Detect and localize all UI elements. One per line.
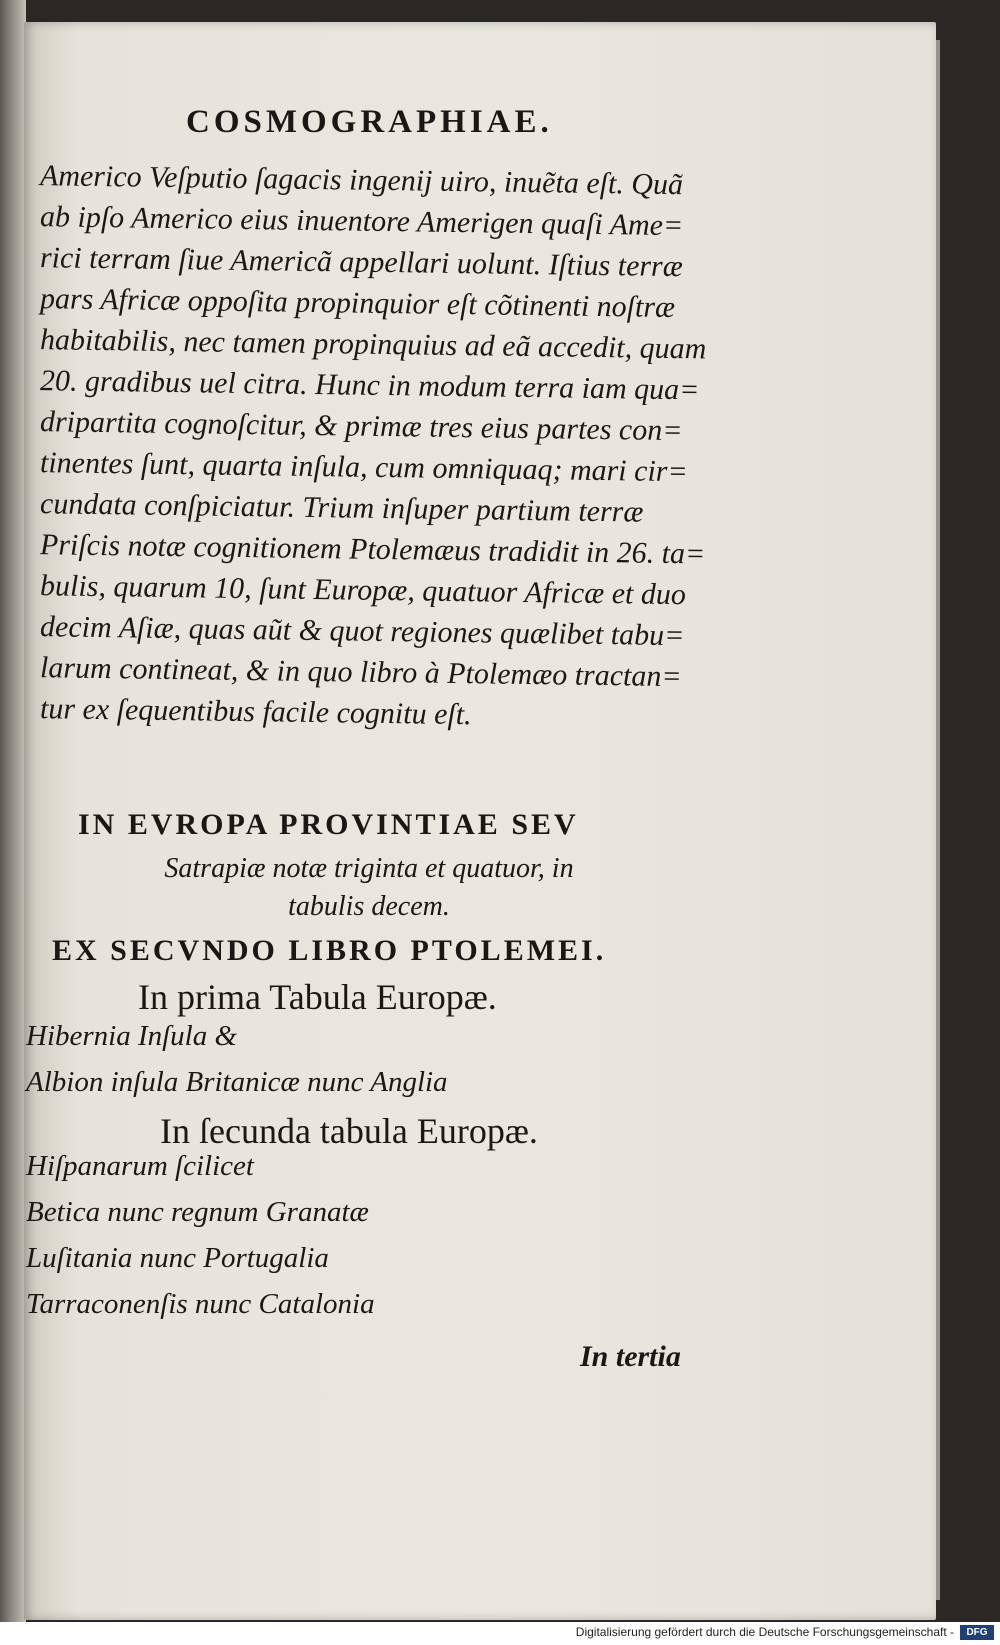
paragraph-line: habitabilis, nec tamen propinquius ad eã accedit, quam bbox=[40, 323, 707, 366]
paragraph-line: rici terram ſiue Americã appellari uolunt. Iſtius terræ bbox=[40, 241, 683, 284]
paragraph-line: tinentes ſunt, quarta inſula, cum omniquaq; mari cir= bbox=[40, 446, 688, 489]
dfg-logo: DFG bbox=[960, 1625, 994, 1640]
paragraph-line: cundata conſpiciatur. Trium inſuper partium terræ bbox=[40, 487, 644, 529]
table2-entry: Hiſpanarum ſcilicet bbox=[26, 1150, 254, 1182]
paragraph-line: larum contineat, & in quo libro à Ptolemæo tractan= bbox=[40, 651, 682, 694]
table2-entry: Betica nunc regnum Granatæ bbox=[26, 1196, 369, 1228]
footer-bar bbox=[0, 1622, 1000, 1645]
section-subheading bbox=[134, 850, 604, 926]
table2-heading: In ſecunda tabula Europæ. bbox=[160, 1111, 538, 1151]
paragraph-line: Priſcis notæ cognitionem Ptolemæus tradidit in 26. ta= bbox=[40, 528, 706, 571]
paragraph-line: bulis, quarum 10, ſunt Europæ, quatuor Africæ et duo bbox=[40, 569, 686, 612]
paragraph-line: ab ipſo Americo eius inuentore Amerigen quaſi Ame= bbox=[40, 200, 684, 243]
paragraph-line: dripartita cognoſcitur, & primæ tres eius partes con= bbox=[40, 405, 683, 448]
table1-entry: Hibernia Inſula & bbox=[26, 1020, 238, 1052]
table2-entry: Luſitania nunc Portugalia bbox=[26, 1242, 329, 1274]
book-spine bbox=[0, 0, 26, 1622]
paragraph-line: 20. gradibus uel citra. Hunc in modum terra iam qua= bbox=[40, 364, 700, 407]
page-edge bbox=[936, 40, 940, 1600]
footer-credit: Digitalisierung gefördert durch die Deutsche Forschungsgemeinschaft - bbox=[575, 1625, 954, 1639]
catchword: In tertia bbox=[580, 1340, 681, 1373]
paragraph-line: decim Aſiæ, quas aũt & quot regiones quælibet tabu= bbox=[40, 610, 685, 653]
section-subheading-line: tabulis decem. bbox=[288, 891, 450, 922]
table1-heading: In prima Tabula Europæ. bbox=[138, 977, 497, 1017]
paragraph-line: tur ex ſequentibus facile cognitu eſt. bbox=[40, 692, 472, 732]
body-paragraph bbox=[40, 155, 730, 739]
paragraph-line: Americo Veſputio ſagacis ingenij uiro, inuẽta eſt. Quã bbox=[40, 159, 683, 202]
paragraph-line: pars Africæ oppoſita propinquior eſt cõtinenti noſtræ bbox=[40, 282, 676, 325]
table2-entry: Tarraconenſis nunc Catalonia bbox=[26, 1288, 375, 1320]
table1-entry: Albion inſula Britanicæ nunc Anglia bbox=[26, 1066, 448, 1098]
section-subheading-line: Satrapiæ notæ triginta et quatuor, in bbox=[164, 853, 574, 884]
running-head: COSMOGRAPHIAE. bbox=[186, 104, 553, 140]
section-heading: IN EVROPA PROVINTIAE SEV bbox=[78, 808, 579, 841]
book-heading: EX SECVNDO LIBRO PTOLEMEI. bbox=[52, 934, 607, 967]
